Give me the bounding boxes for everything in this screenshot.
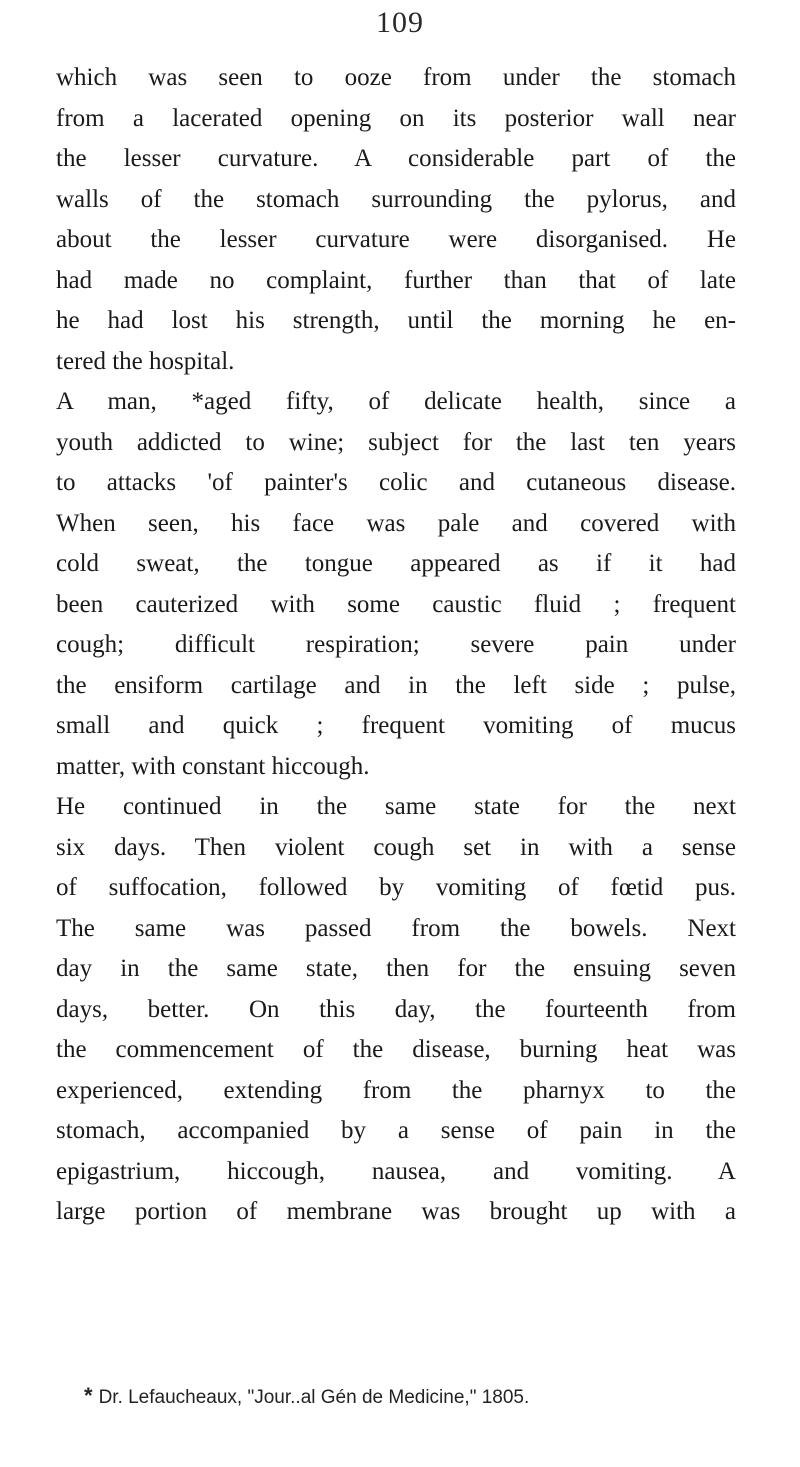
text-line: walls of the stomach surrounding the pylorus, and xyxy=(56,185,736,213)
text-line: the lesser curvature. A considerable part of the xyxy=(56,145,736,172)
text-line: small and quick ; frequent vomiting of mucus xyxy=(56,712,736,739)
text-line: He continued in the same state for the next xyxy=(56,793,736,820)
text-line: six days. Then violent cough set in with a sense xyxy=(56,833,736,861)
text-line: matter, with constant hiccough. xyxy=(56,752,370,780)
body-text xyxy=(56,58,736,1233)
text-line: large portion of membrane was brought up with a xyxy=(56,1198,736,1225)
text-line: about the lesser curvature were disorganised. He xyxy=(56,226,736,253)
footnote-text: Dr. Lefaucheaux, "Jour..al Gén de Medicine," 1805. xyxy=(98,1387,530,1408)
text-line: When seen, his face was pale and covered with xyxy=(56,509,736,537)
page-number: 109 xyxy=(376,6,424,39)
text-line: the ensiform cartilage and in the left side ; pulse, xyxy=(56,671,736,699)
text-line: A man, *aged fifty, of delicate health, since a xyxy=(56,388,736,415)
text-line: tered the hospital. xyxy=(56,347,235,375)
footnote xyxy=(84,1384,724,1410)
text-line: cough; difficult respiration; severe pain under xyxy=(56,631,736,658)
text-line: from a lacerated opening on its posterior wall near xyxy=(56,104,736,132)
text-line: stomach, accompanied by a sense of pain in the xyxy=(56,1117,736,1144)
text-line: day in the same state, then for the ensuing seven xyxy=(56,955,736,982)
footnote-marker: * xyxy=(84,1383,93,1408)
text-line: The same was passed from the bowels. Next xyxy=(56,914,736,942)
text-line: had made no complaint, further than that of late xyxy=(56,266,736,294)
text-line: the commencement of the disease, burning heat was xyxy=(56,1036,736,1063)
text-line: he had lost his strength, until the morning he en- xyxy=(56,307,736,334)
text-line: days, better. On this day, the fourteenth from xyxy=(56,995,736,1023)
text-line: to attacks 'of painter's colic and cutaneous disease. xyxy=(56,469,736,496)
text-line: cold sweat, the tongue appeared as if it had xyxy=(56,550,736,577)
text-line: been cauterized with some caustic fluid ; frequent xyxy=(56,590,736,618)
text-line: of suffocation, followed by vomiting of fœtid pus. xyxy=(56,874,736,901)
text-line: experienced, extending from the pharnyx to the xyxy=(56,1076,736,1104)
text-line: which was seen to ooze from under the stomach xyxy=(56,64,736,91)
text-line: epigastrium, hiccough, nausea, and vomiting. A xyxy=(56,1157,736,1185)
text-line: youth addicted to wine; subject for the last ten years xyxy=(56,428,736,456)
